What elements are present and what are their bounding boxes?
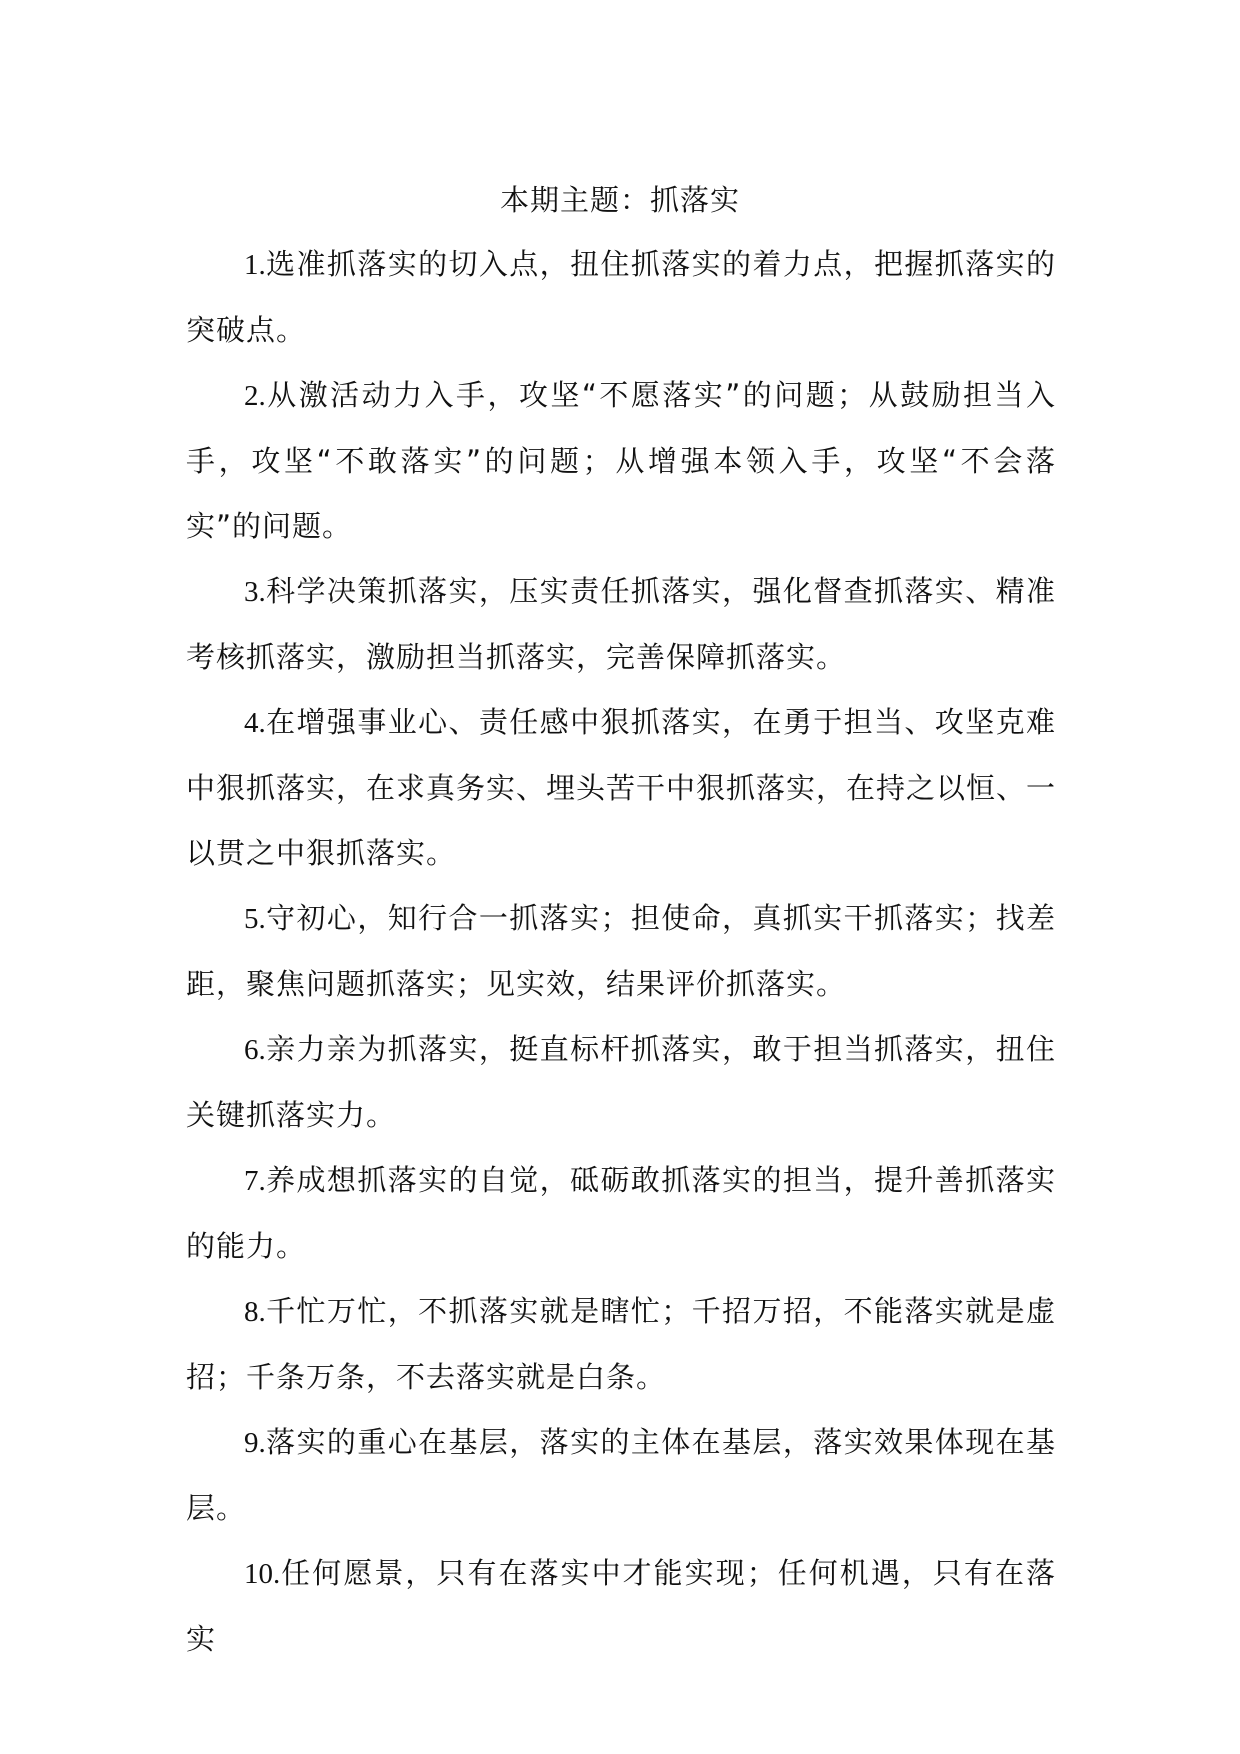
paragraph-number: 7. bbox=[244, 1165, 266, 1197]
paragraph-text: 亲力亲为抓落实，挺直标杆抓落实，敢于担当抓落实，扭住关键抓落实力。 bbox=[186, 1032, 1056, 1132]
paragraph-text: 从激活动力入手，攻坚“不愿落实”的问题；从鼓励担当入手，攻坚“不敢落实”的问题；从增强本领入手，攻坚“不会落实”的问题。 bbox=[186, 378, 1056, 543]
paragraph-2 bbox=[186, 363, 1056, 559]
paragraph-number: 5. bbox=[244, 903, 266, 935]
paragraph-4 bbox=[186, 690, 1056, 886]
document-title: 本期主题：抓落实 bbox=[499, 183, 740, 217]
paragraph-10 bbox=[186, 1541, 1056, 1672]
paragraph-8 bbox=[186, 1279, 1056, 1410]
paragraph-text: 养成想抓落实的自觉，砥砺敢抓落实的担当，提升善抓落实的能力。 bbox=[186, 1163, 1056, 1263]
paragraph-number: 9. bbox=[244, 1427, 266, 1459]
paragraph-7 bbox=[186, 1148, 1056, 1279]
paragraph-number: 2. bbox=[244, 380, 266, 412]
paragraph-number: 1. bbox=[244, 249, 266, 281]
paragraph-text: 落实的重心在基层，落实的主体在基层，落实效果体现在基层。 bbox=[186, 1425, 1056, 1525]
paragraph-text: 任何愿景，只有在落实中才能实现；任何机遇，只有在落实 bbox=[186, 1556, 1056, 1656]
paragraph-number: 3. bbox=[244, 576, 266, 608]
paragraph-number: 4. bbox=[244, 707, 266, 739]
paragraph-text: 选准抓落实的切入点，扭住抓落实的着力点，把握抓落实的突破点。 bbox=[186, 247, 1056, 347]
paragraph-5 bbox=[186, 886, 1056, 1017]
paragraph-number: 6. bbox=[244, 1034, 266, 1066]
paragraph-3 bbox=[186, 559, 1056, 690]
paragraph-number: 8. bbox=[244, 1296, 266, 1328]
document-body bbox=[186, 232, 1056, 1672]
paragraph-text: 在增强事业心、责任感中狠抓落实，在勇于担当、攻坚克难中狠抓落实，在求真务实、埋头苦干中狠抓落实，在持之以恒、一以贯之中狠抓落实。 bbox=[186, 705, 1057, 870]
paragraph-6 bbox=[186, 1017, 1056, 1148]
paragraph-number: 10. bbox=[244, 1558, 281, 1590]
paragraph-text: 守初心，知行合一抓落实；担使命，真抓实干抓落实；找差距，聚焦问题抓落实；见实效，结果评价抓落实。 bbox=[186, 901, 1056, 1001]
paragraph-text: 科学决策抓落实，压实责任抓落实，强化督查抓落实、精准考核抓落实，激励担当抓落实，完善保障抓落实。 bbox=[186, 574, 1056, 674]
paragraph-1 bbox=[186, 232, 1056, 363]
paragraph-text: 千忙万忙，不抓落实就是瞎忙；千招万招，不能落实就是虚招；千条万条，不去落实就是白条。 bbox=[186, 1294, 1056, 1394]
paragraph-9 bbox=[186, 1410, 1056, 1541]
